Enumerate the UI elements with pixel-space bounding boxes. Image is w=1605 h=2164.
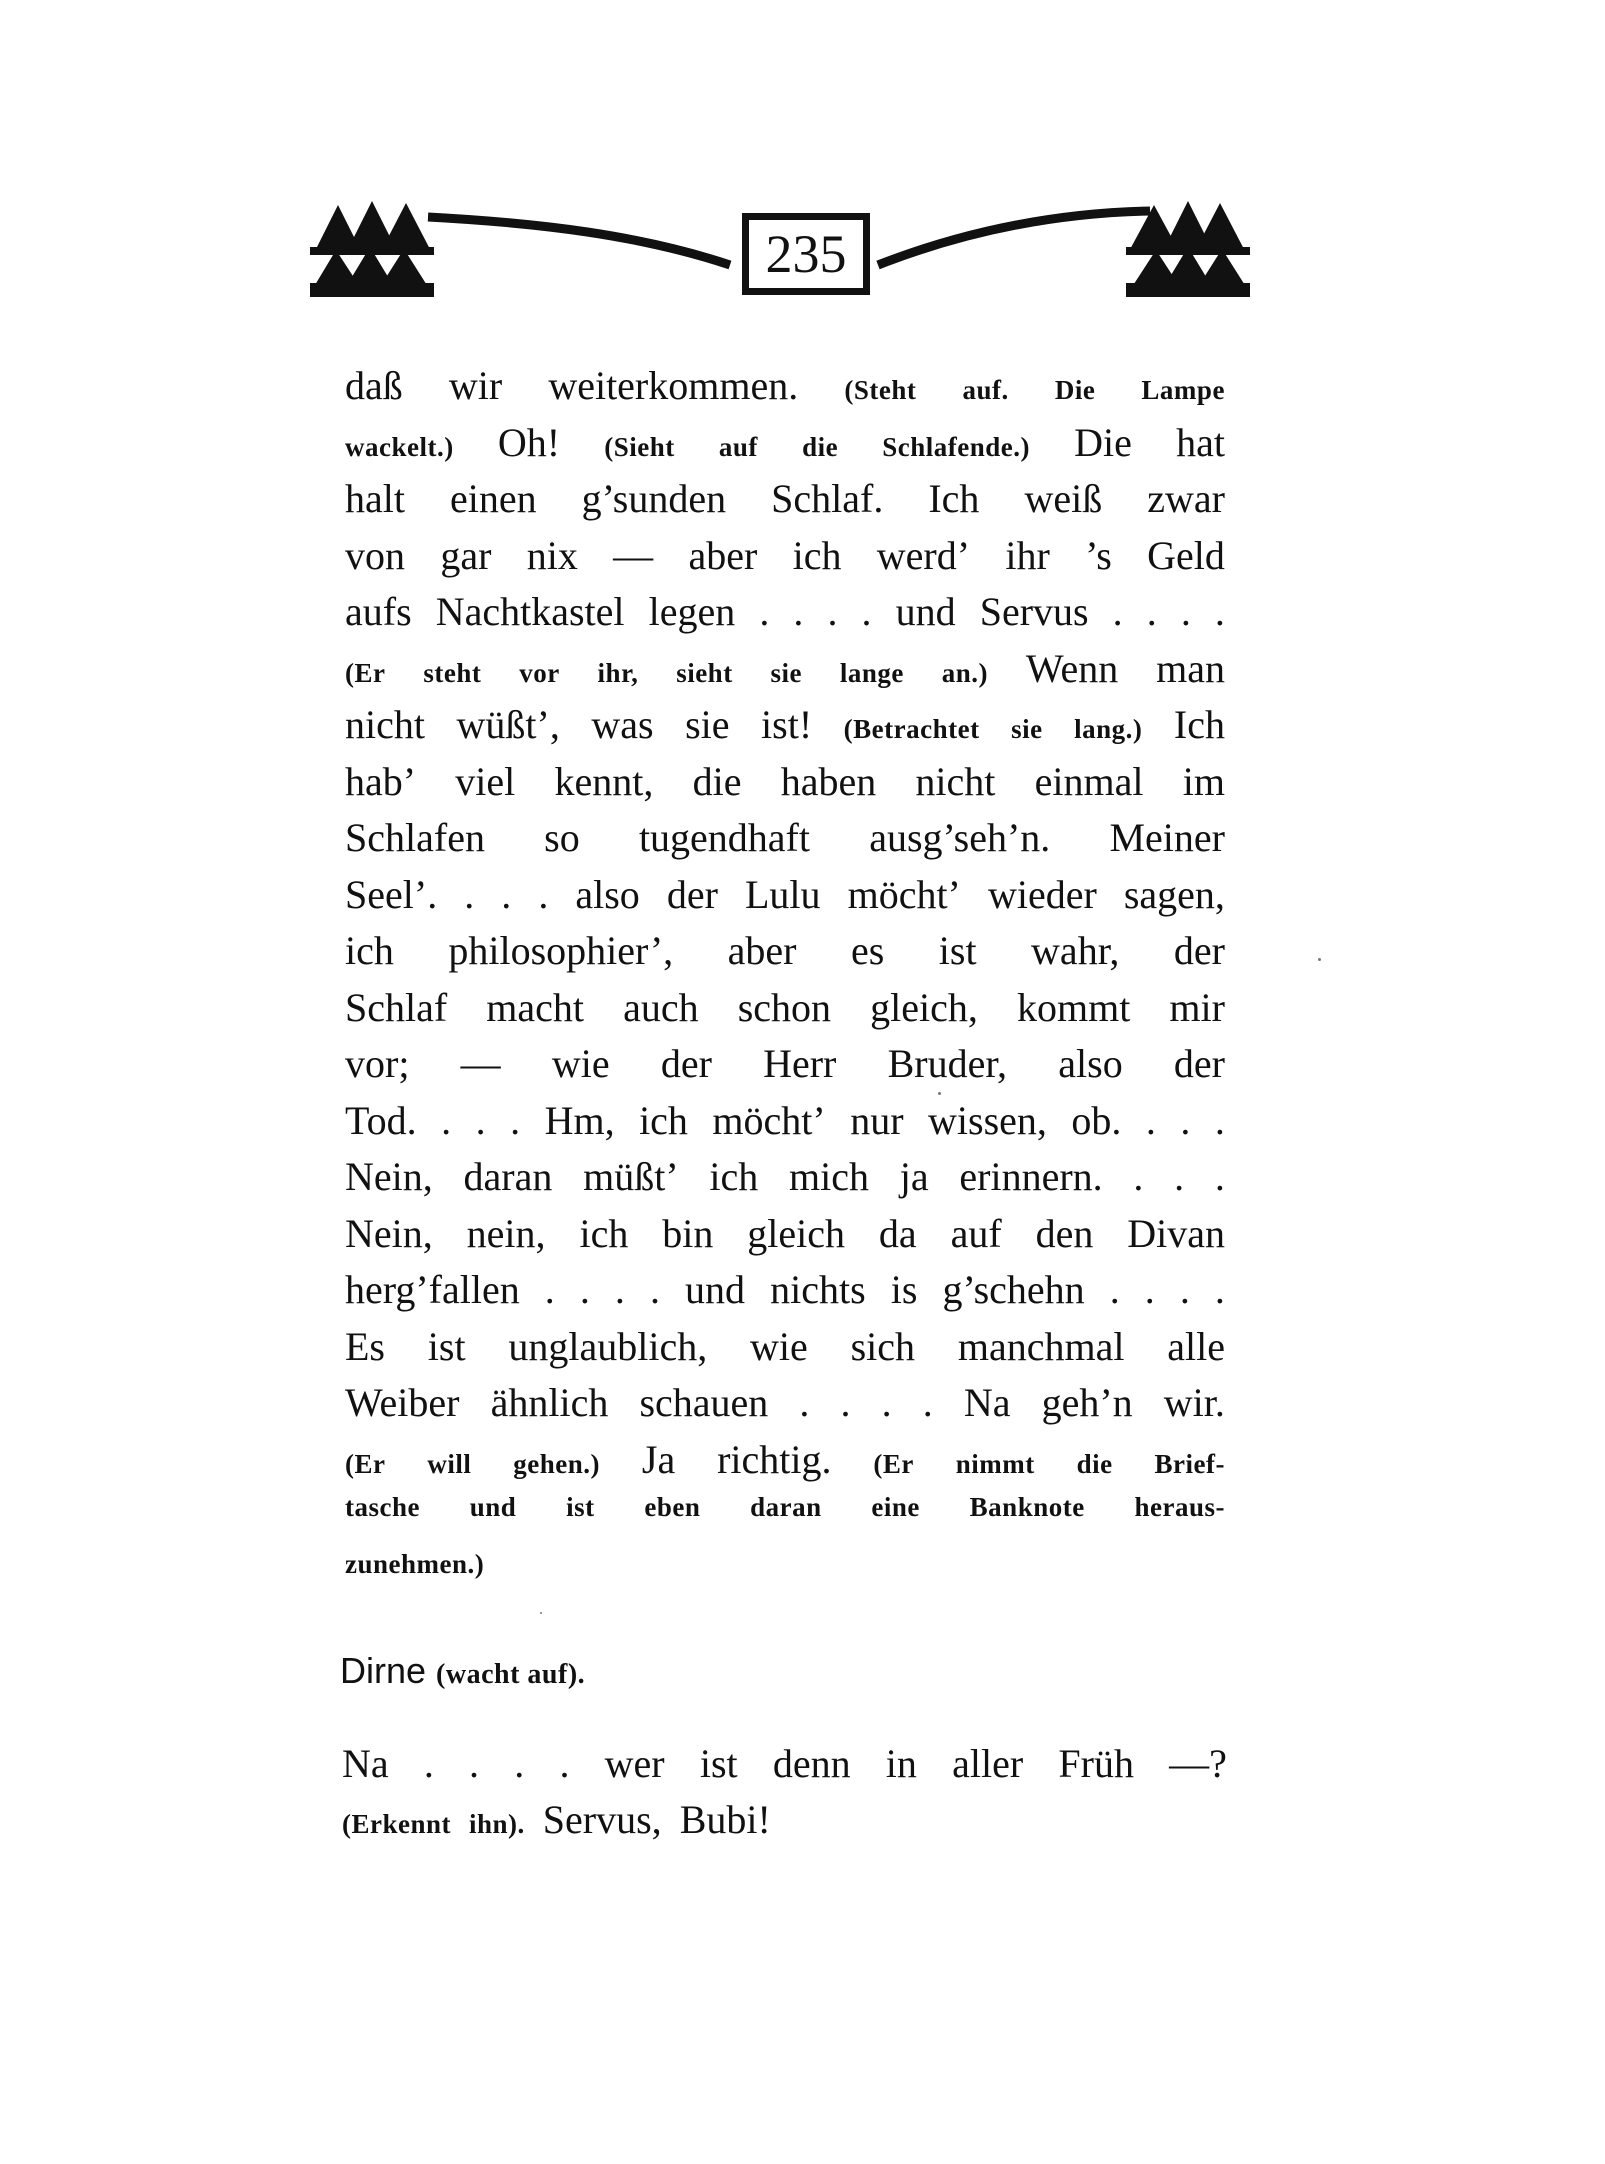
text-word: Tod.	[345, 1097, 417, 1143]
stage-direction-word: eben	[644, 1492, 701, 1522]
text-word: .	[840, 1380, 851, 1425]
text-word: möcht’	[847, 871, 961, 917]
text-word: schauen	[639, 1380, 769, 1425]
text-word: .	[1112, 589, 1123, 634]
text-word: mich	[789, 1154, 869, 1199]
text-word: wüßt’,	[456, 702, 560, 747]
text-word: da	[878, 1210, 917, 1256]
text-word: also	[575, 871, 640, 917]
text-word: die	[692, 758, 742, 804]
text-word: .	[1214, 1097, 1225, 1143]
stage-direction-word: (Steht	[844, 375, 917, 405]
text-word: es	[850, 928, 885, 973]
text-line	[345, 701, 1225, 758]
text-word: der	[666, 871, 718, 917]
text-word: werd’	[876, 532, 971, 578]
text-word: macht	[486, 984, 585, 1030]
text-word: wie	[750, 1323, 808, 1369]
stage-direction-word: daran	[750, 1492, 822, 1522]
text-word: g’sunden	[581, 476, 727, 521]
stage-direction-word: sie	[770, 657, 803, 688]
text-word: ist	[427, 1323, 466, 1369]
text-word: Nein,	[345, 1210, 433, 1256]
stage-direction-word: sie	[1011, 714, 1043, 744]
text-word: Na	[963, 1380, 1011, 1425]
stage-direction: (wacht auf).	[436, 1659, 586, 1690]
text-line	[345, 362, 1225, 419]
text-word: ihr	[1005, 532, 1050, 578]
text-word: .	[881, 1380, 892, 1425]
text-word: ist	[938, 928, 977, 973]
page-header-ornament	[310, 195, 1290, 305]
text-word: im	[1182, 758, 1225, 804]
text-line	[345, 1436, 1225, 1493]
text-word: .	[1133, 1154, 1144, 1199]
text-word: Meiner	[1109, 815, 1225, 860]
text-word: Schlafen	[345, 815, 485, 860]
text-word: wir	[448, 363, 503, 408]
text-word: .	[423, 1741, 434, 1786]
stage-direction-word: heraus-	[1134, 1492, 1225, 1522]
text-word: hab’	[345, 758, 417, 804]
text-word: Die	[1074, 419, 1132, 465]
text-line	[345, 532, 1225, 589]
text-word: gleich	[747, 1210, 845, 1256]
text-word: haben	[780, 758, 877, 804]
text-word: richtig.	[717, 1436, 832, 1482]
stage-direction-word: auf	[718, 431, 758, 462]
text-word: gleich,	[870, 984, 978, 1030]
text-word: .	[1144, 1267, 1155, 1312]
text-word: aber	[688, 532, 758, 578]
stage-direction-word: Brief-	[1154, 1448, 1225, 1479]
text-word: herg’fallen	[345, 1267, 520, 1312]
text-word: .	[1145, 1097, 1156, 1143]
stage-direction-word: wackelt.)	[345, 431, 454, 462]
stage-direction-word: an.)	[941, 657, 989, 688]
text-line	[345, 758, 1225, 815]
text-word: Ich	[928, 476, 980, 521]
text-word: .	[464, 871, 475, 917]
text-word: .	[501, 871, 512, 917]
text-line	[342, 1740, 1227, 1796]
text-word: zwar	[1147, 476, 1225, 521]
text-word: so	[544, 815, 580, 860]
stage-direction-word: ist	[566, 1492, 595, 1522]
text-word: .	[793, 589, 804, 634]
text-word: wahr,	[1031, 928, 1120, 973]
text-word: in	[885, 1741, 917, 1786]
paper-speck	[1318, 958, 1321, 961]
text-line	[345, 1266, 1225, 1323]
text-word: einmal	[1034, 758, 1144, 804]
text-word: Schlaf	[345, 984, 448, 1030]
stage-direction-word: (Sieht	[604, 431, 675, 462]
stage-direction-word: und	[469, 1492, 517, 1522]
text-word: aber	[727, 928, 797, 973]
text-word: tugendhaft	[638, 815, 810, 860]
text-word: daß	[345, 363, 403, 408]
text-word: .	[559, 1741, 570, 1786]
text-word: Es	[345, 1323, 385, 1369]
text-word: Na	[342, 1741, 389, 1786]
text-word: nein,	[466, 1210, 546, 1256]
text-word: unglaublich,	[508, 1323, 708, 1369]
text-word: ähnlich	[490, 1380, 609, 1425]
text-word: auch	[623, 984, 699, 1030]
body-text	[345, 362, 1225, 1605]
text-word: halt	[345, 476, 405, 521]
text-word: .	[1109, 1267, 1120, 1312]
stage-direction-word: nimmt	[955, 1448, 1035, 1479]
text-line	[345, 984, 1225, 1041]
text-word: nichts	[770, 1267, 866, 1312]
text-word: wer	[604, 1741, 665, 1786]
text-word: hat	[1176, 419, 1225, 465]
text-word: .	[544, 1267, 555, 1312]
text-word: mir	[1169, 984, 1225, 1030]
text-word: —	[613, 532, 654, 578]
text-word: der	[1173, 928, 1225, 973]
text-word: denn	[772, 1741, 851, 1786]
text-word: Lulu	[744, 871, 821, 917]
stage-direction-word: (Betrachtet	[843, 714, 980, 744]
stage-direction-word: Schlafende.)	[882, 431, 1030, 462]
stage-direction-word: Lampe	[1141, 375, 1225, 405]
text-word: .	[510, 1097, 521, 1143]
text-word: ich	[709, 1154, 759, 1199]
text-word: aller	[952, 1741, 1024, 1786]
text-line	[345, 645, 1225, 702]
page-number: 235	[742, 213, 870, 295]
text-line	[345, 927, 1225, 984]
text-word: bin	[662, 1210, 714, 1256]
text-word: Wenn	[1025, 645, 1119, 691]
stage-direction-word: die	[802, 431, 839, 462]
text-word: Früh	[1058, 1741, 1134, 1786]
text-word: nicht	[345, 702, 425, 747]
stage-direction-word: will	[427, 1448, 472, 1479]
text-word: ausg’seh’n.	[869, 815, 1051, 860]
text-word: philosophier’,	[448, 928, 674, 973]
text-word: .	[861, 589, 872, 634]
text-word: also	[1058, 1041, 1123, 1086]
text-word: ob.	[1071, 1097, 1122, 1143]
text-word: nicht	[915, 758, 996, 804]
text-line	[345, 475, 1225, 532]
text-word: geh’n	[1041, 1380, 1133, 1425]
text-word: sie	[685, 702, 730, 747]
text-word: ich	[792, 532, 842, 578]
text-word: .	[799, 1380, 810, 1425]
stage-direction-word: ihr,	[597, 657, 639, 688]
text-word: ist!	[761, 702, 813, 747]
text-word: weiß	[1024, 476, 1103, 521]
stage-direction-word: Banknote	[969, 1492, 1085, 1522]
text-line	[345, 1210, 1225, 1267]
stage-direction-word: lang.)	[1074, 714, 1143, 744]
text-word: ’s	[1085, 532, 1112, 578]
text-word: Seel’.	[345, 871, 438, 917]
stage-direction-word: Die	[1054, 375, 1096, 405]
text-word: .	[614, 1267, 625, 1312]
text-word: Nachtkastel	[435, 589, 625, 634]
text-word: .	[1174, 1154, 1185, 1199]
text-word: kommt	[1016, 984, 1131, 1030]
text-word: Hm,	[544, 1097, 615, 1143]
text-word: gar	[440, 532, 492, 578]
text-line	[345, 1097, 1225, 1154]
stage-direction-word: zunehmen.)	[345, 1548, 485, 1579]
text-word: .	[1180, 589, 1191, 634]
text-word: .	[441, 1097, 452, 1143]
stage-direction-word: die	[1076, 1448, 1113, 1479]
text-word: alle	[1167, 1323, 1225, 1369]
text-line	[345, 419, 1225, 476]
text-word: der	[1173, 1041, 1225, 1086]
text-word: einen	[450, 476, 537, 521]
text-word: erinnern.	[959, 1154, 1103, 1199]
stage-direction-word: lange	[839, 657, 904, 688]
stage-direction-word: auf.	[962, 375, 1009, 405]
text-word: wie	[551, 1041, 610, 1086]
text-word: Schlaf.	[771, 476, 884, 521]
text-word: ich	[579, 1210, 629, 1256]
text-word: Herr	[763, 1041, 837, 1086]
paper-speck	[938, 1092, 941, 1095]
text-word: Servus	[979, 589, 1089, 634]
text-line	[345, 1153, 1225, 1210]
text-word: .	[1214, 589, 1225, 634]
text-word: .	[1214, 1267, 1225, 1312]
text-line	[345, 871, 1225, 928]
text-word: —?	[1169, 1741, 1227, 1786]
text-word: wieder	[987, 871, 1097, 917]
text-word: Divan	[1127, 1210, 1225, 1256]
text-word: viel	[455, 758, 516, 804]
text-word: .	[469, 1741, 480, 1786]
text-word: von	[345, 532, 405, 578]
stage-direction-word: (Er	[345, 657, 386, 688]
text-line	[345, 1323, 1225, 1380]
text-word: nix	[526, 532, 578, 578]
text-word: .	[827, 589, 838, 634]
speaker-cue	[340, 1650, 1240, 1692]
text-word: Servus,	[542, 1797, 662, 1842]
text-line	[345, 1549, 1225, 1606]
text-word: möcht’	[712, 1097, 826, 1143]
text-word: auf	[950, 1210, 1002, 1256]
stage-direction-word: (Er	[345, 1448, 386, 1479]
text-line	[345, 1379, 1225, 1436]
text-word: aufs	[345, 589, 412, 634]
text-word: legen	[648, 589, 736, 634]
text-word: Oh!	[497, 419, 561, 465]
text-word: man	[1156, 645, 1225, 691]
text-word: wissen,	[928, 1097, 1047, 1143]
stage-direction-word: (Erkennt	[342, 1809, 452, 1839]
text-word: vor;	[345, 1041, 410, 1086]
text-word: .	[1146, 589, 1157, 634]
text-word: g’schehn	[942, 1267, 1085, 1312]
text-word: .	[922, 1380, 933, 1425]
paper-speck	[540, 1612, 542, 1614]
text-word: .	[649, 1267, 660, 1312]
stage-direction-word: (Er	[873, 1448, 914, 1479]
text-word: Ja	[641, 1436, 676, 1482]
text-word: wir.	[1163, 1380, 1225, 1425]
stage-direction-word: steht	[423, 657, 482, 688]
text-word: .	[759, 589, 770, 634]
text-word: was	[591, 702, 654, 747]
text-word: Nein,	[345, 1154, 433, 1199]
stage-direction-word: tasche	[345, 1492, 420, 1522]
speaker-name: Dirne	[340, 1650, 427, 1691]
text-word: ich	[345, 928, 394, 973]
text-word: ist	[699, 1741, 738, 1786]
stage-direction-word: ihn).	[469, 1809, 525, 1839]
text-word: ja	[899, 1154, 929, 1199]
reply-text	[342, 1740, 1227, 1852]
text-word: Bubi!	[679, 1797, 771, 1842]
text-word: sagen,	[1123, 871, 1225, 917]
text-word: Ich	[1173, 702, 1225, 747]
text-word: .	[475, 1097, 486, 1143]
text-word: .	[1180, 1097, 1191, 1143]
text-word: manchmal	[957, 1323, 1125, 1369]
text-word: —	[460, 1041, 501, 1086]
text-word: den	[1035, 1210, 1094, 1256]
text-word: und	[895, 589, 956, 634]
text-word: kennt,	[554, 758, 654, 804]
stage-direction-word: sieht	[676, 657, 733, 688]
text-word: weiterkommen.	[548, 363, 799, 408]
text-word: .	[538, 871, 549, 917]
text-line	[345, 1492, 1225, 1549]
text-line	[345, 1040, 1225, 1097]
stage-direction-word: gehen.)	[513, 1448, 600, 1479]
stage-direction-word: vor	[519, 657, 560, 688]
text-word: sich	[850, 1323, 916, 1369]
text-line	[345, 814, 1225, 871]
text-word: .	[579, 1267, 590, 1312]
text-word: schon	[737, 984, 832, 1030]
text-word: is	[890, 1267, 918, 1312]
text-word: .	[1214, 1154, 1225, 1199]
text-word: und	[685, 1267, 746, 1312]
text-word: nur	[850, 1097, 904, 1143]
text-word: der	[660, 1041, 712, 1086]
text-word: Bruder,	[887, 1041, 1008, 1086]
left-tree-ornament	[310, 201, 434, 297]
text-word: ich	[639, 1097, 688, 1143]
text-word: .	[1179, 1267, 1190, 1312]
text-word: daran	[463, 1154, 553, 1199]
text-word: müßt’	[583, 1154, 679, 1199]
text-word: Geld	[1147, 532, 1225, 578]
text-line	[342, 1796, 1227, 1852]
text-line	[345, 588, 1225, 645]
stage-direction-word: eine	[871, 1492, 920, 1522]
text-word: Weiber	[345, 1380, 460, 1425]
text-word: .	[514, 1741, 525, 1786]
